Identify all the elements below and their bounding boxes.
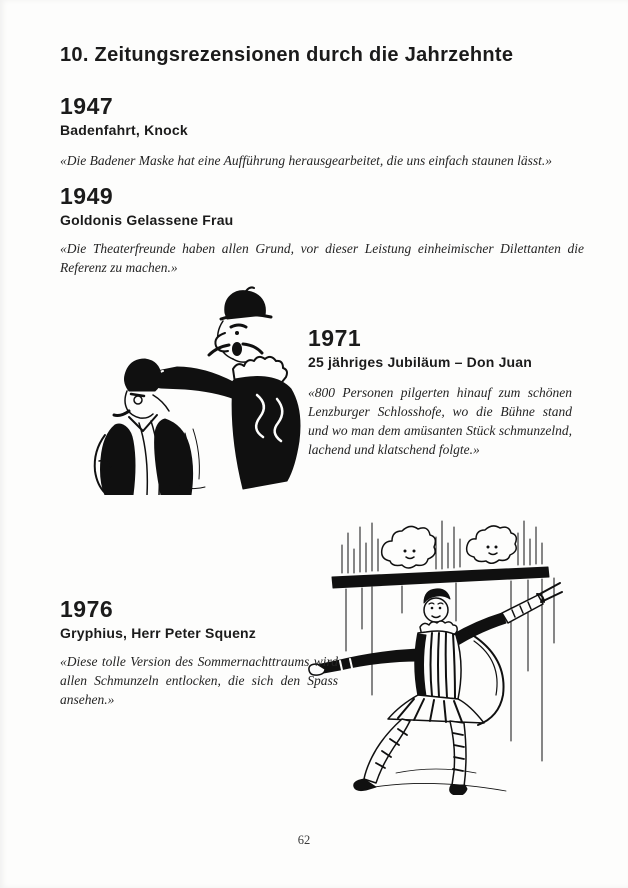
play-title-1949: Goldonis Gelassene Frau bbox=[60, 212, 234, 228]
review-quote-1976: «Diese tolle Version des Sommernachttraums wird allen Schmunzeln entlocken, die sich den Spass ansehen.» bbox=[60, 654, 338, 707]
year-heading-1947: 1947 bbox=[60, 93, 114, 119]
year-heading-1949: 1949 bbox=[60, 183, 114, 209]
play-title-1971: 25 jähriges Jubiläum – Don Juan bbox=[308, 354, 533, 370]
play-title-1947: Badenfahrt, Knock bbox=[60, 122, 188, 138]
review-quote-1949: «Die Theaterfreunde haben allen Grund, vor dieser Leistung einheimischer Dilettanten die Referenz zu machen.» bbox=[60, 241, 584, 275]
two-actors-ink-drawing bbox=[85, 283, 310, 495]
illustration-two-actors bbox=[85, 283, 310, 495]
year-heading-1971: 1971 bbox=[308, 325, 362, 351]
jester-ink-drawing bbox=[306, 503, 570, 795]
year-heading-1976: 1976 bbox=[60, 596, 114, 622]
illustration-jester bbox=[306, 503, 570, 795]
play-title-1976: Gryphius, Herr Peter Squenz bbox=[60, 625, 257, 641]
page-title: 10. Zeitungsrezensionen durch die Jahrzehnte bbox=[60, 44, 514, 66]
review-quote-1971: «800 Personen pilgerten hinauf zum schönen Lenzburger Schlosshofe, wo die Bühne stand und wo man dem amüsanten Stück schmunzelnd, lachend und klatschend folgte.» bbox=[308, 385, 572, 457]
review-quote-1947: «Die Badener Maske hat eine Aufführung herausgearbeitet, die uns einfach staunen lässt.» bbox=[60, 153, 553, 168]
page-number: 62 bbox=[297, 833, 311, 847]
